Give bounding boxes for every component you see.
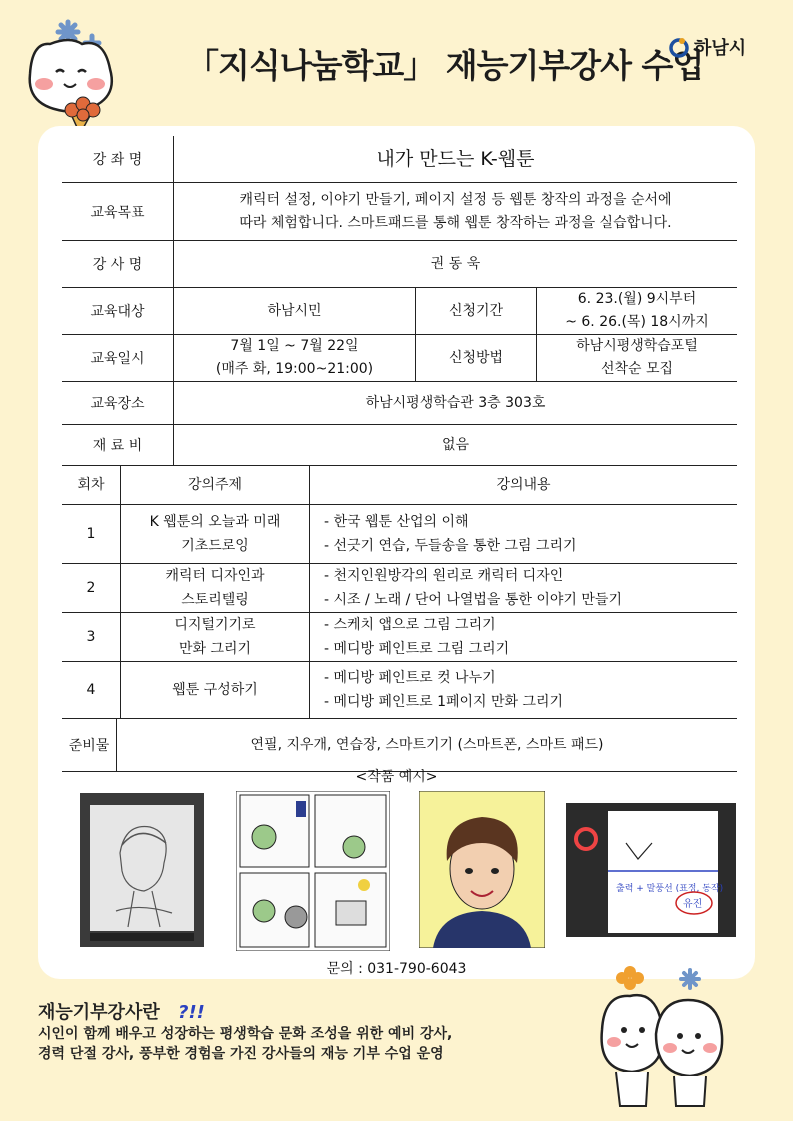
- goal-line-2: 따라 체험합니다. 스마트패드를 통해 웹툰 창작하는 과정을 실습합니다.: [239, 214, 672, 231]
- course-name: 내가 만드는 K-웹툰: [376, 147, 535, 170]
- topic-line-1: 디지털기기로: [174, 617, 256, 633]
- session-number: 4: [62, 662, 121, 718]
- table-row: [62, 564, 737, 613]
- date-line-2: (매주 화, 19:00~21:00): [215, 361, 374, 377]
- label-materials: 준비물: [62, 719, 117, 771]
- table-row: [62, 662, 737, 719]
- label-place: 교육장소: [62, 382, 174, 424]
- label-fee: 재 료 비: [62, 425, 174, 465]
- target: 하남시민: [267, 302, 322, 319]
- row-target: [62, 288, 737, 335]
- curriculum-header-row: [62, 466, 737, 505]
- goal-line-1: 캐릭터 설정, 이야기 만들기, 페이지 설정 등 웹툰 창작의 과정을 순서에: [239, 191, 672, 208]
- content-line-1: - 한국 웹툰 산업의 이해: [324, 514, 469, 530]
- session-content: [310, 564, 737, 612]
- label-apply-period: 신청기간: [415, 288, 536, 334]
- session-content: [310, 613, 737, 661]
- tablet-notes: 출력 + 말풍선 (표정, 동작): [616, 884, 724, 894]
- city-logo: [668, 34, 746, 60]
- row-teacher: [62, 241, 737, 288]
- footer-heading-text: 재능기부강사란: [38, 1002, 160, 1023]
- contact-info: 문의 : 031-790-6043: [326, 961, 467, 977]
- teacher: 권 동 욱: [430, 255, 481, 272]
- row-date: [62, 335, 737, 382]
- date-line-1: 7월 1일 ~ 7월 22일: [230, 338, 359, 354]
- apply-period-line-2: ~ 6. 26.(목) 18시까지: [565, 314, 709, 330]
- sample-comic-image: [236, 791, 390, 951]
- goal: [174, 183, 737, 240]
- fee: 없음: [441, 436, 470, 453]
- session-topic: [121, 564, 310, 612]
- session-number: 3: [62, 613, 121, 661]
- place: 하남시평생학습관 3층 303호: [365, 394, 546, 411]
- row-materials: [62, 719, 737, 772]
- footer-marks: ?!!: [178, 1002, 205, 1023]
- sample-sketch-image: [80, 793, 204, 947]
- table-row: [62, 505, 737, 564]
- footer-line-2: 경력 단절 강사, 풍부한 경험을 가진 강사들의 재능 기부 수업 운영: [38, 1046, 444, 1062]
- label-course-name: 강 좌 명: [62, 136, 174, 182]
- materials: 연필, 지우개, 연습장, 스마트기기 (스마트폰, 스마트 패드): [250, 736, 604, 753]
- apply-method-line-1: 하남시평생학습포털: [576, 338, 698, 354]
- page-title: 「지식나눔학교」 재능기부강사 수업: [186, 46, 704, 85]
- city-emblem-icon: [668, 36, 690, 58]
- header-session: 회차: [62, 466, 121, 504]
- content-line-1: - 메디방 페인트로 컷 나누기: [324, 670, 496, 686]
- mascot-top-left: [20, 14, 130, 136]
- city-name: 하남시: [694, 38, 747, 59]
- mascots-bottom-right: [596, 960, 766, 1110]
- content-line-2: - 선긋기 연습, 두들송을 통한 그림 그리기: [324, 538, 577, 554]
- content-line-2: - 시조 / 노래 / 단어 나열법을 통한 이야기 만들기: [324, 592, 622, 608]
- label-target: 교육대상: [62, 288, 174, 334]
- table-row: [62, 613, 737, 662]
- footer-line-1: 시인이 함께 배우고 성장하는 평생학습 문화 조성을 위한 예비 강사,: [38, 1026, 453, 1042]
- apply-method: [536, 335, 737, 381]
- session-number: 1: [62, 505, 121, 563]
- session-number: 2: [62, 564, 121, 612]
- apply-period-line-1: 6. 23.(월) 9시부터: [577, 291, 697, 307]
- samples-title: <작품 예시>: [355, 769, 438, 785]
- topic-line-2: 스토리텔링: [181, 592, 249, 608]
- content-line-1: - 스케치 앱으로 그림 그리기: [324, 617, 496, 633]
- topic-line-1: 캐릭터 디자인과: [165, 568, 265, 584]
- session-content: [310, 505, 737, 563]
- session-topic: [121, 505, 310, 563]
- topic-line-2: 만화 그리기: [178, 641, 252, 657]
- content-line-2: - 메디방 페인트로 1페이지 만화 그리기: [324, 694, 564, 710]
- date: [174, 335, 415, 381]
- label-date: 교육일시: [62, 335, 174, 381]
- flower-icon: [616, 966, 644, 990]
- topic-line-1: 웹툰 구성하기: [172, 682, 258, 698]
- snowflake-icon: [681, 970, 699, 988]
- tablet-circle: 유진: [683, 899, 703, 910]
- session-topic: [121, 613, 310, 661]
- label-apply-method: 신청방법: [415, 335, 536, 381]
- session-content: [310, 662, 737, 718]
- sample-tablet-image: [566, 803, 736, 937]
- header-content: [310, 466, 737, 504]
- content-line-2: - 메디방 페인트로 그림 그리기: [324, 641, 510, 657]
- apply-method-line-2: 선착순 모집: [600, 361, 674, 377]
- content-line-1: - 천지인원방각의 원리로 캐릭터 디자인: [324, 568, 564, 584]
- row-goal: [62, 183, 737, 241]
- header-topic: 강의주제: [121, 466, 310, 504]
- footer-text: [38, 1024, 452, 1064]
- course-info-table: [62, 136, 737, 772]
- label-goal: 교육목표: [62, 183, 174, 240]
- sample-portrait-image: [419, 791, 545, 948]
- apply-period: [536, 288, 737, 334]
- row-fee: [62, 425, 737, 466]
- topic-line-1: K 웹툰의 오늘과 미래: [149, 514, 281, 530]
- row-place: [62, 382, 737, 425]
- session-topic: [121, 662, 310, 718]
- footer-heading: [38, 998, 205, 1024]
- label-teacher: 강 사 명: [62, 241, 174, 287]
- topic-line-2: 기초드로잉: [181, 538, 249, 554]
- row-course-name: [62, 136, 737, 183]
- header-content-label: 강의내용: [496, 477, 551, 493]
